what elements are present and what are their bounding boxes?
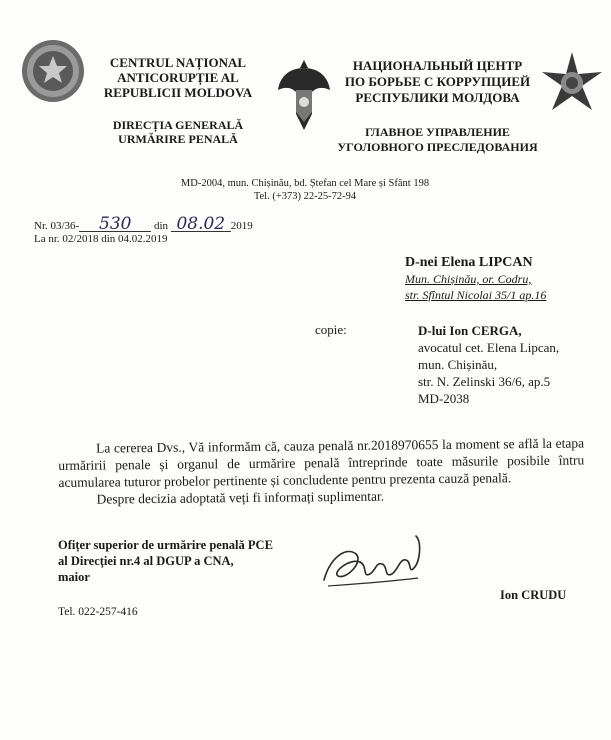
institution-seal-icon [20, 38, 86, 104]
reference-block [34, 214, 253, 246]
header-ro-dept-line: DIRECȚIA GENERALĂ [112, 118, 244, 132]
address-phone: Tel. (+373) 22-25-72-94 [253, 191, 357, 202]
header-ru-department [330, 125, 545, 155]
header-ru-dept-line: УГОЛОВНОГО ПРЕСЛЕДОВАНИЯ [337, 140, 538, 154]
reference-din-label: din [153, 220, 169, 232]
copy-recipient-line: mun. Chișinău, [418, 357, 498, 372]
reference-prefix: Nr. 03/36- [34, 220, 80, 232]
letter-body [58, 434, 585, 508]
reference-number-line [34, 214, 253, 234]
handwritten-signature-icon [316, 528, 426, 598]
copy-recipient-name: D-lui Ion CERGA, [418, 323, 522, 338]
header-ro-line: ANTICORUPȚIE AL [117, 70, 239, 85]
reference-to-line: La nr. 02/2018 din 04.02.2019 [34, 233, 168, 245]
header-ru-line: НАЦИОНАЛЬНЫЙ ЦЕНТР [352, 58, 523, 73]
star-emblem-icon [540, 50, 604, 114]
recipient-address-line: Mun. Chișinău, or. Codru, [405, 272, 532, 286]
header-ru-dept-line: ГЛАВНОЕ УПРАВЛЕНИЕ [365, 125, 510, 139]
header-ro-line: REPUBLICII MOLDOVA [103, 85, 253, 100]
header-ro-line: CENTRUL NAȚIONAL [109, 55, 247, 70]
header-ro [88, 55, 268, 100]
copy-recipient-block [418, 322, 559, 407]
body-paragraph: Despre decizia adoptată veți fi informați suplimentar. [96, 488, 385, 507]
header-ru-line: РЕСПУБЛИКИ МОЛДОВА [355, 90, 520, 105]
copy-label: copie: [315, 322, 347, 337]
signatory-title [58, 537, 308, 585]
header-ru [330, 58, 545, 106]
header-ru-line: ПО БОРЬБЕ С КОРРУПЦИЕЙ [344, 74, 531, 89]
signatory-phone: Tel. 022-257-416 [58, 606, 138, 618]
copy-recipient-line: str. N. Zelinski 36/6, ap.5 [418, 374, 551, 389]
signatory-name: Ion CRUDU [500, 588, 567, 602]
signatory-title-line: al Direcției nr.4 al DGUP a CNA, [58, 554, 234, 568]
institution-address [70, 177, 540, 203]
copy-recipient-line: MD-2038 [418, 391, 470, 406]
address-line: MD-2004, mun. Chișinău, bd. Ștefan cel Mare și Sfânt 198 [180, 178, 430, 189]
recipient-name: D-nei Elena LIPCAN [405, 255, 533, 270]
signatory-title-line: maior [58, 570, 90, 584]
header-ro-dept-line: URMĂRIRE PENALĂ [118, 132, 238, 146]
body-paragraph: La cererea Dvs., Vă informăm că, cauza penală nr.2018970655 la moment se află la etapa urmăririi penale și organul de urmărire penală întreprinde toate măsurile posibile întru acumularea tuturor probelor pertinente și concludente pentru prezenta cauză penală. [58, 435, 585, 490]
coat-of-arms-icon [276, 56, 332, 134]
header-ro-department [88, 118, 268, 146]
reference-date: 08.02 [171, 218, 231, 232]
recipient-block [405, 255, 546, 303]
reference-number: 530 [79, 218, 151, 232]
recipient-address-line: str. Sfîntul Nicolai 35/1 ap.16 [405, 288, 547, 302]
copy-recipient-line: avocatul cet. Elena Lipcan, [418, 340, 560, 355]
reference-year: 2019 [230, 220, 253, 232]
signatory-title-line: Ofițer superior de urmărire penală PCE [58, 538, 273, 552]
